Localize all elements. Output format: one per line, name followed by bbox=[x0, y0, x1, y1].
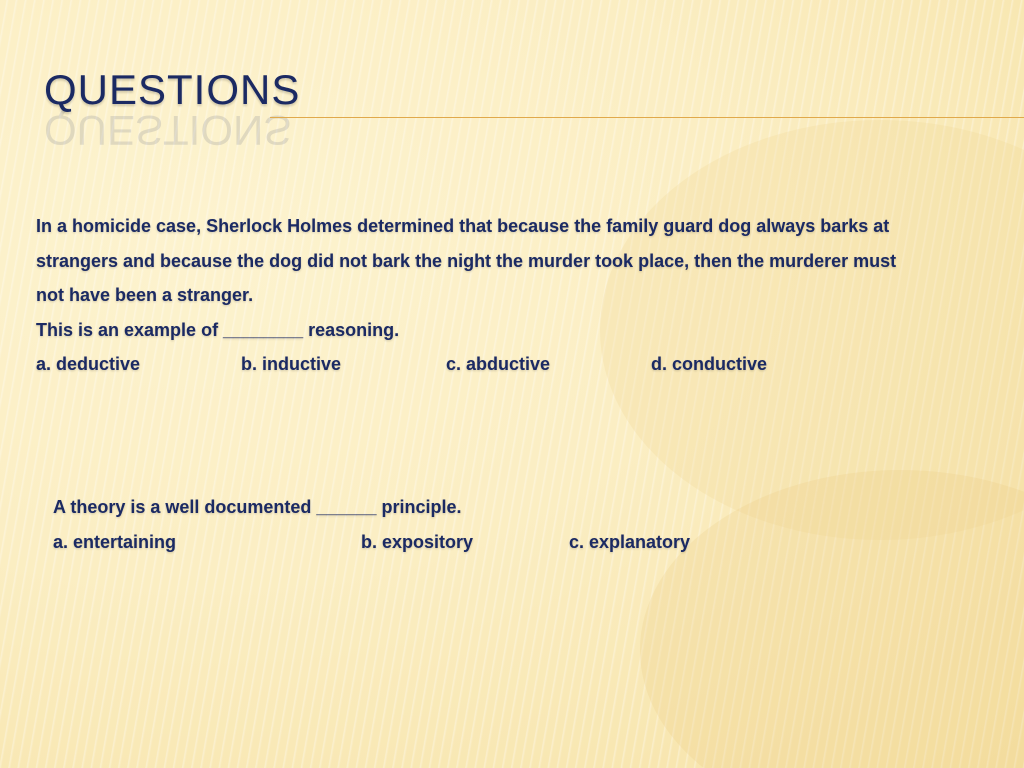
question-1-option-b: b. inductive bbox=[241, 354, 342, 374]
question-1-options bbox=[36, 347, 986, 382]
question-1-line: strangers and because the dog did not bark the night the murder took place, then the murderer must bbox=[36, 250, 897, 271]
question-1 bbox=[36, 209, 986, 382]
question-1-line: This is an example of ________ reasoning. bbox=[36, 319, 400, 340]
question-2-option-b: b. expository bbox=[361, 532, 474, 552]
question-2-option-c: c. explanatory bbox=[569, 532, 691, 552]
question-2-prompt: A theory is a well documented ______ principle. bbox=[53, 497, 462, 517]
question-1-option-a: a. deductive bbox=[36, 354, 141, 374]
question-1-line: not have been a stranger. bbox=[36, 285, 254, 305]
slide-title: QUESTIONS bbox=[44, 66, 301, 113]
question-2-options bbox=[53, 525, 953, 560]
slide-title-reflection: QUESTIONS bbox=[44, 107, 292, 154]
question-1-option-c: c. abductive bbox=[446, 354, 551, 374]
question-1-option-d: d. conductive bbox=[651, 354, 768, 374]
question-1-line: In a homicide case, Sherlock Holmes determined that because the family guard dog always barks at bbox=[36, 216, 890, 236]
title-underline bbox=[270, 117, 1024, 118]
question-2-option-a: a. entertaining bbox=[53, 532, 177, 552]
question-2 bbox=[53, 490, 953, 560]
